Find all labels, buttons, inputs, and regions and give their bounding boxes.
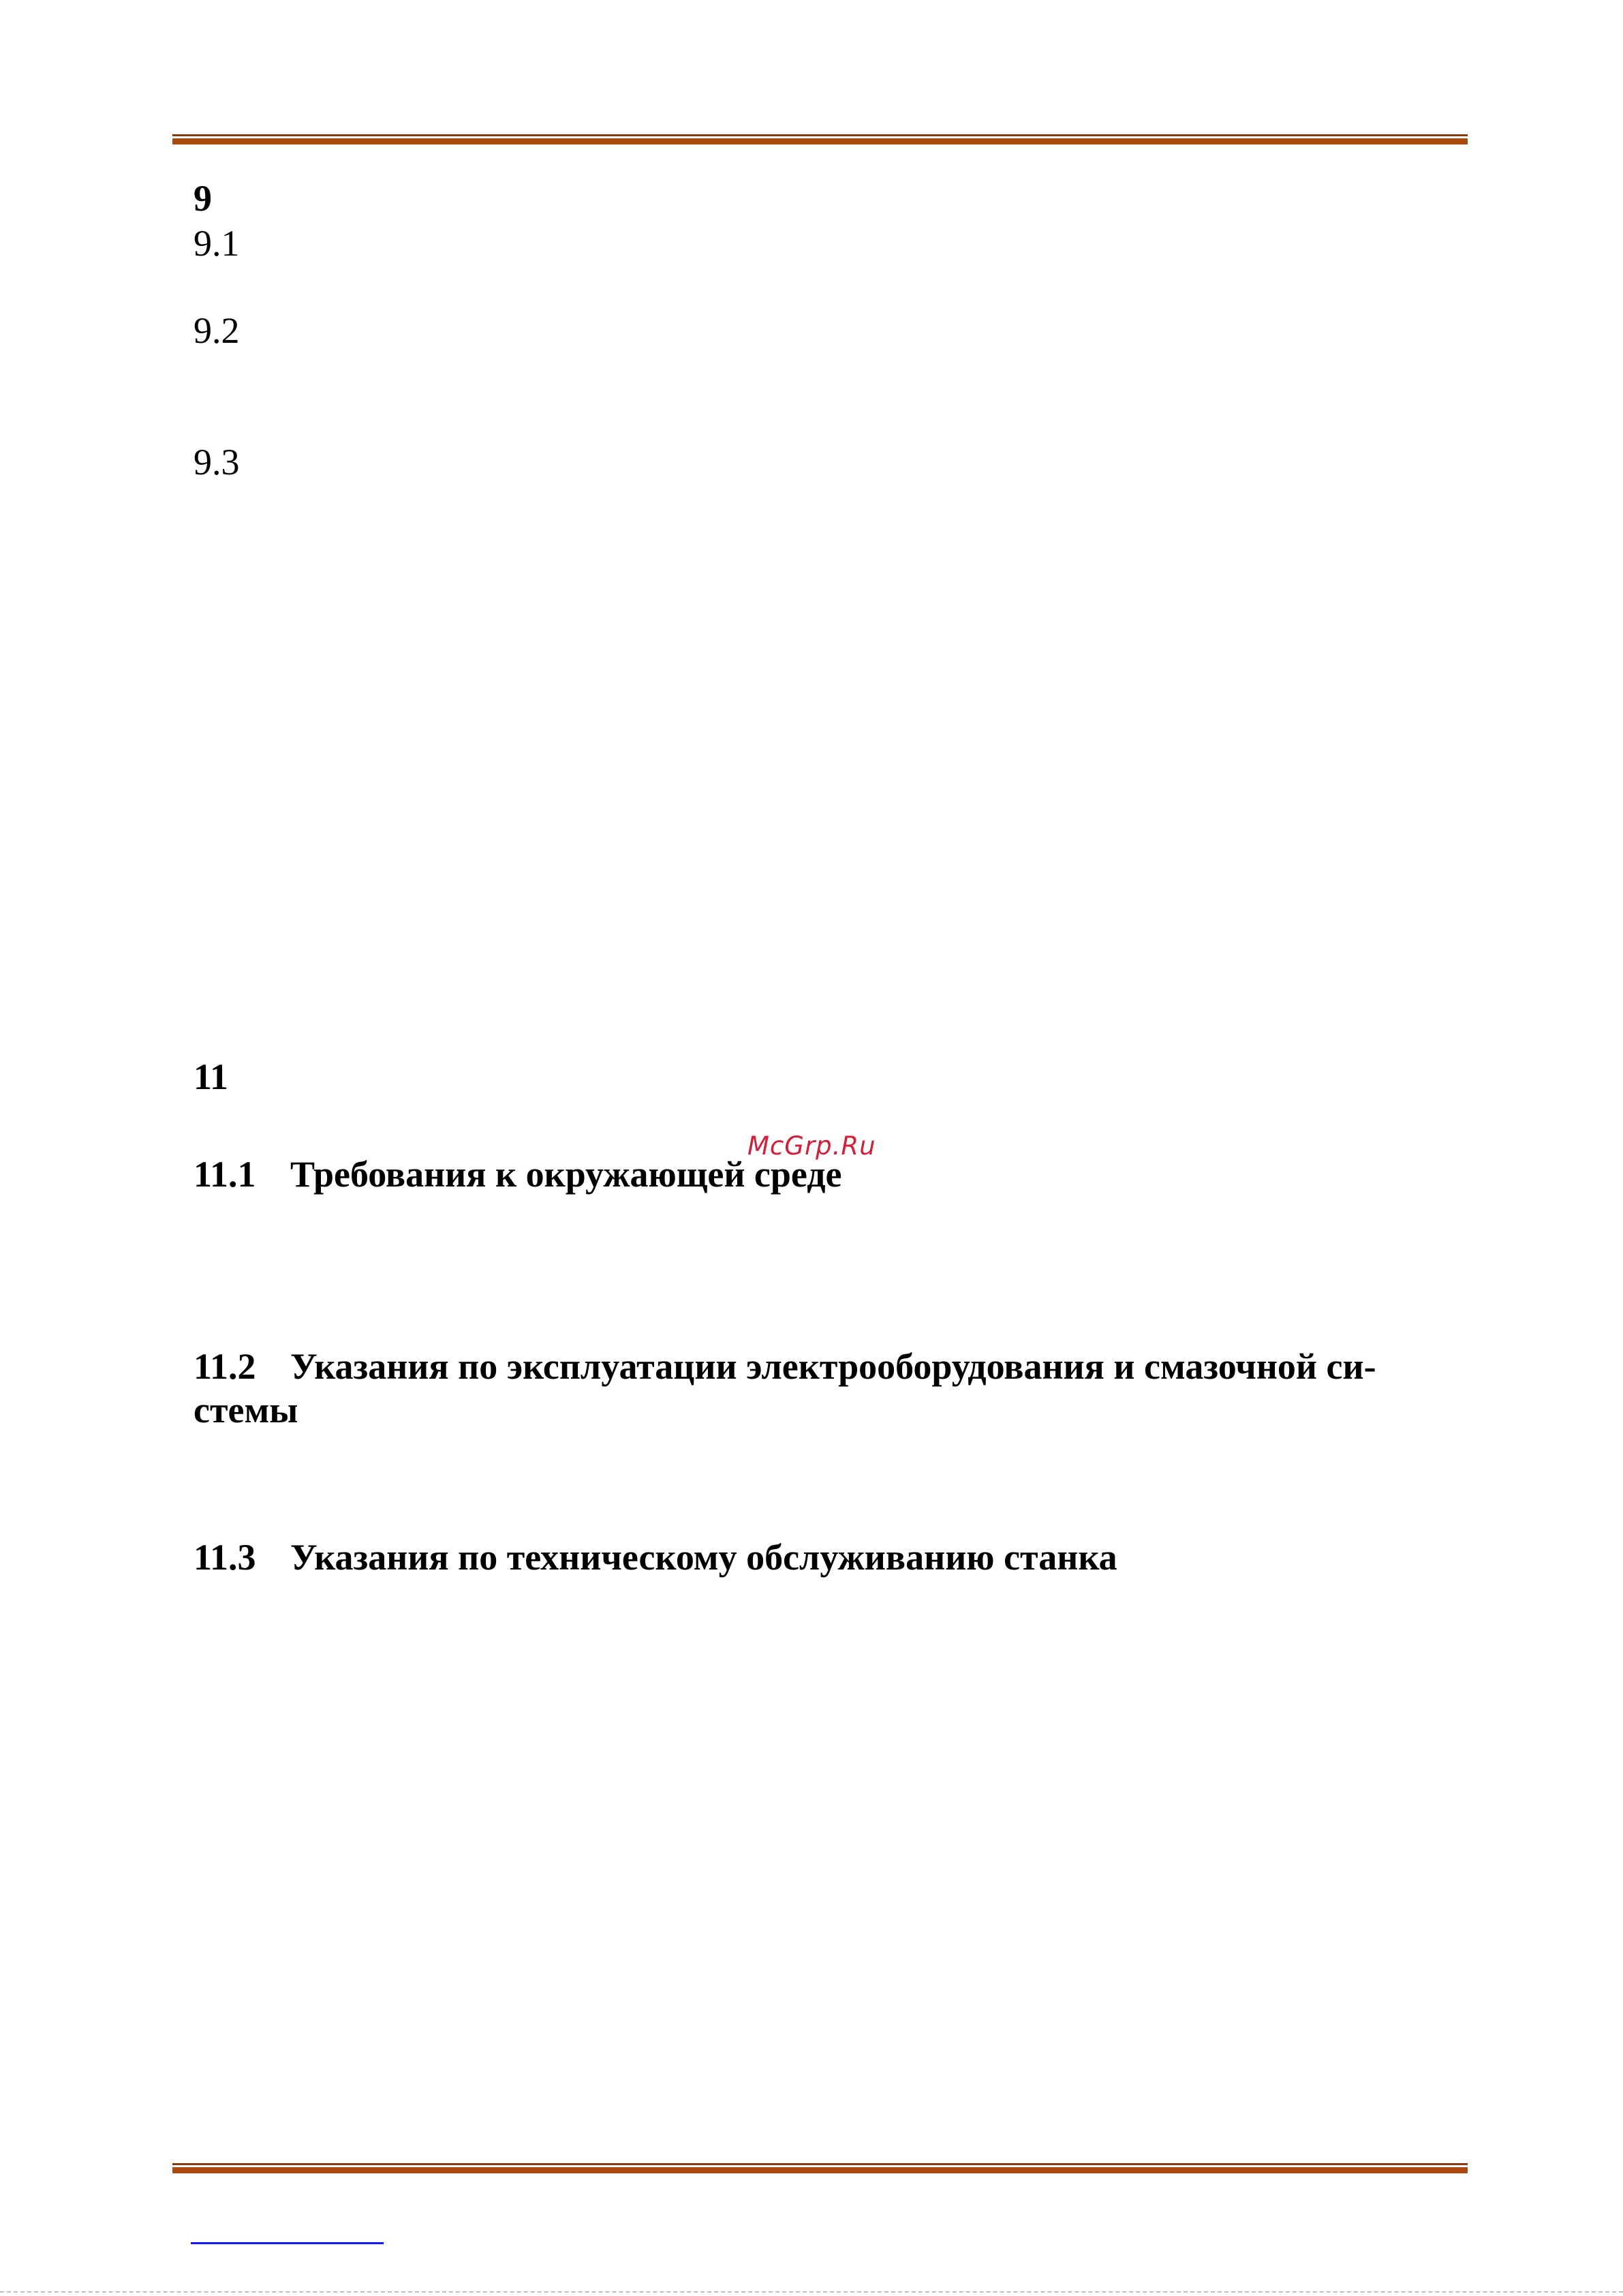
watermark: McGrp.Ru	[747, 1131, 876, 1161]
section-9-2-number: 9.2	[194, 310, 240, 351]
subsection-11-2-number: 11.2	[194, 1346, 256, 1387]
subsection-11-1-title: Требования к окружающей среде	[290, 1154, 842, 1195]
subsection-11-2-title-line1: Указания по эксплуатации электрооборудования и смазочной си-	[290, 1346, 1376, 1387]
section-11-heading: 11	[194, 1056, 229, 1097]
footer-rule	[172, 2163, 1468, 2173]
subsection-11-2-heading	[194, 1344, 1376, 1389]
header-rule	[172, 134, 1468, 144]
section-9-1-number: 9.1	[194, 223, 240, 264]
section-9-3-number: 9.3	[194, 442, 240, 483]
subsection-11-2-title-line2: стемы	[194, 1390, 298, 1430]
subsection-11-3-number: 11.3	[194, 1537, 256, 1578]
footer-link-underline[interactable]	[191, 2242, 384, 2244]
section-9-heading: 9	[194, 178, 212, 219]
subsection-11-3-title: Указания по техническому обслуживанию станка	[290, 1537, 1117, 1578]
subsection-11-3-heading	[194, 1535, 1117, 1580]
subsection-11-1-number: 11.1	[194, 1154, 256, 1195]
subsection-11-1-heading	[194, 1152, 841, 1197]
page-edge-divider	[0, 2291, 1623, 2293]
